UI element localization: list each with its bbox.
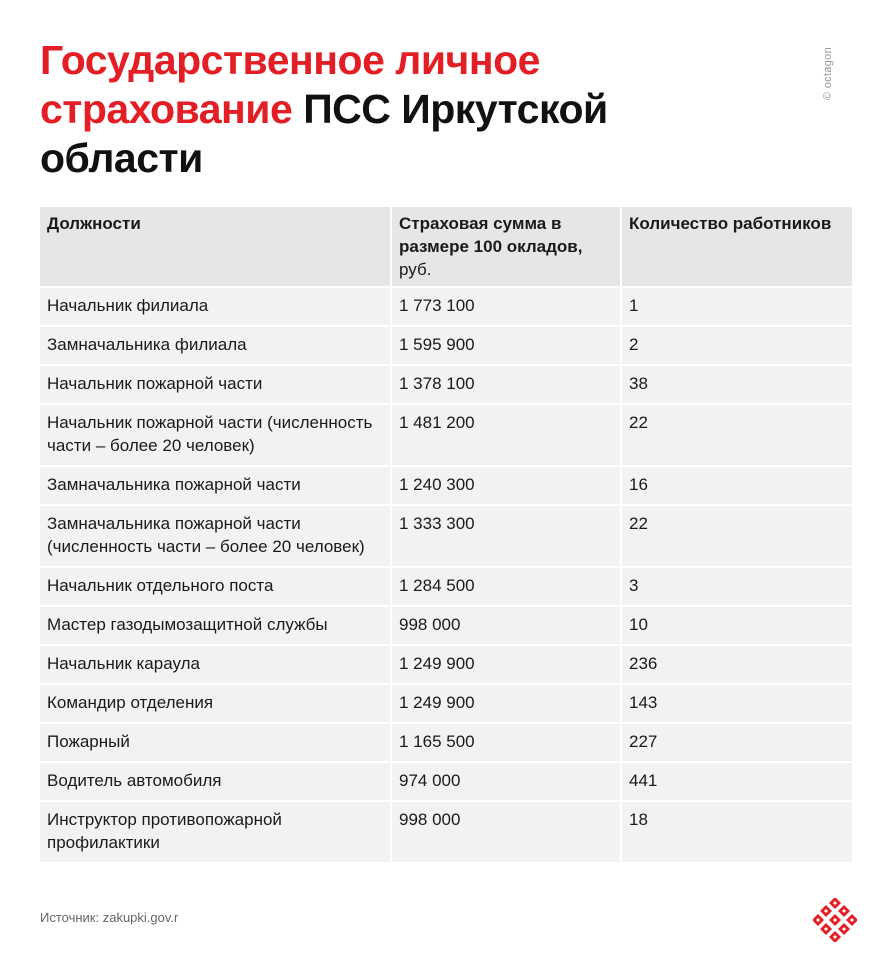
- cell-count: 1: [620, 288, 852, 325]
- page-title: [40, 36, 760, 183]
- cell-count: 143: [620, 685, 852, 722]
- cell-count: 2: [620, 327, 852, 364]
- octagon-logo-icon: [813, 898, 857, 942]
- table-row: [40, 288, 852, 325]
- header-sum-unit: руб.: [399, 260, 432, 279]
- header-sum-label: Страховая сумма в размере 100 окладов,: [399, 214, 583, 256]
- cell-position: Замначальника филиала: [40, 327, 390, 364]
- cell-position: Начальник филиала: [40, 288, 390, 325]
- cell-count: 236: [620, 646, 852, 683]
- cell-sum: 1 249 900: [390, 646, 620, 683]
- cell-position: Замначальника пожарной части: [40, 467, 390, 504]
- cell-count: 441: [620, 763, 852, 800]
- cell-sum: 1 333 300: [390, 506, 620, 566]
- cell-position: Мастер газодымозащитной службы: [40, 607, 390, 644]
- cell-sum: 1 481 200: [390, 405, 620, 465]
- cell-position: Начальник отдельного поста: [40, 568, 390, 605]
- insurance-table: [40, 205, 852, 864]
- cell-sum: 1 249 900: [390, 685, 620, 722]
- cell-position: Начальник пожарной части: [40, 366, 390, 403]
- cell-count: 16: [620, 467, 852, 504]
- table-row: [40, 802, 852, 862]
- cell-sum: 1 284 500: [390, 568, 620, 605]
- cell-sum: 1 595 900: [390, 327, 620, 364]
- cell-count: 10: [620, 607, 852, 644]
- cell-position: Начальник пожарной части (численность части – более 20 человек): [40, 405, 390, 465]
- cell-sum: 1 378 100: [390, 366, 620, 403]
- cell-position: Водитель автомобиля: [40, 763, 390, 800]
- title-highlight: Государственное личное страхование: [40, 37, 540, 132]
- cell-sum: 998 000: [390, 802, 620, 862]
- title-rest: ПСС Иркутской области: [40, 86, 608, 181]
- table-row: [40, 366, 852, 403]
- cell-count: 18: [620, 802, 852, 862]
- cell-position: Замначальника пожарной части (численность части – более 20 человек): [40, 506, 390, 566]
- cell-position: Пожарный: [40, 724, 390, 761]
- table-header-row: [40, 207, 852, 286]
- cell-sum: 1 773 100: [390, 288, 620, 325]
- cell-count: 22: [620, 405, 852, 465]
- table-row: [40, 646, 852, 683]
- table-row: [40, 763, 852, 800]
- cell-sum: 1 165 500: [390, 724, 620, 761]
- table-row: [40, 506, 852, 566]
- cell-sum: 974 000: [390, 763, 620, 800]
- source-note: Источник: zakupki.gov.r: [40, 910, 179, 925]
- cell-position: Начальник караула: [40, 646, 390, 683]
- table-row: [40, 327, 852, 364]
- cell-sum: 1 240 300: [390, 467, 620, 504]
- header-position: Должности: [40, 207, 390, 286]
- cell-count: 22: [620, 506, 852, 566]
- table-row: [40, 568, 852, 605]
- table-row: [40, 685, 852, 722]
- cell-position: Инструктор противопожарной профилактики: [40, 802, 390, 862]
- table-row: [40, 724, 852, 761]
- cell-count: 227: [620, 724, 852, 761]
- table-row: [40, 467, 852, 504]
- table-row: [40, 607, 852, 644]
- header-sum: [390, 207, 620, 286]
- cell-sum: 998 000: [390, 607, 620, 644]
- cell-count: 3: [620, 568, 852, 605]
- table-body: [40, 288, 852, 862]
- cell-position: Командир отделения: [40, 685, 390, 722]
- cell-count: 38: [620, 366, 852, 403]
- watermark: © octagon: [822, 46, 834, 100]
- table-row: [40, 405, 852, 465]
- header-count: Количество работников: [620, 207, 852, 286]
